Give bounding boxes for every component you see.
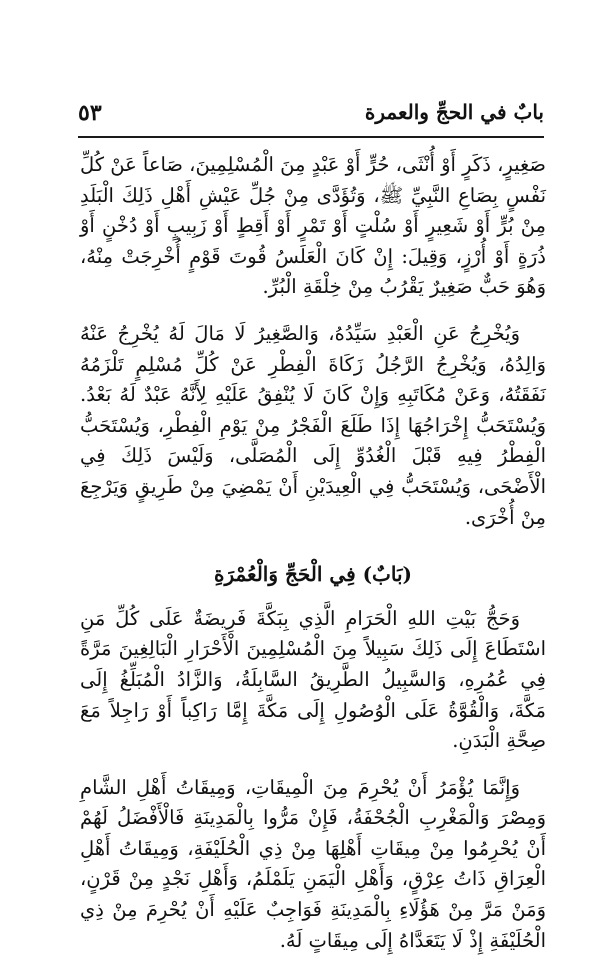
page-number: ٥٣ <box>78 100 102 126</box>
page-body <box>80 150 546 956</box>
paragraph: وَيُخْرِجُ عَنِ الْعَبْدِ سَيِّدُهُ، وَالصَّغِيرُ لَا مَالَ لَهُ يُخْرِجُ عَنْهُ وَالِدُهُ، وَيُخْرِجُ الرَّجُلُ زَكَاةَ الْفِطْرِ عَنْ كُلِّ مُسْلِمٍ تَلْزَمُهُ نَفَقَتُهُ، وَعَنْ مُكَاتَبِهِ وَإِنْ كَانَ لَا يُنْفِقُ عَلَيْهِ لِأَنَّهُ عَبْدٌ لَهُ بَعْدُ. وَيُسْتَحَبُّ إِخْرَاجُهَا إِذَا طَلَعَ الْفَجْرُ مِنْ يَوْمِ الْفِطْرِ، وَيُسْتَحَبُّ الْفِطْرُ فِيهِ قَبْلَ الْغُدُوِّ إِلَى الْمُصَلَّى، وَلَيْسَ ذَلِكَ فِي الْأَضْحَى، وَيُسْتَحَبُّ فِي الْعِيدَيْنِ أَنْ يَمْضِيَ مِنْ طَرِيقٍ وَيَرْجِعَ مِنْ أُخْرَى. <box>80 321 546 529</box>
section-heading: (بَابٌ) فِي الْحَجِّ وَالْعُمْرَةِ <box>213 562 413 587</box>
running-header <box>78 96 544 138</box>
paragraph-continued: صَغِيرٍ، ذَكَرٍ أَوْ أُنْثَى، حُرٍّ أَوْ عَبْدٍ مِنَ الْمُسْلِمِينَ، صَاعاً عَنْ كُلِّ نَفْسٍ بِصَاعِ النَّبِيِّ ﷺ، وَتُؤَدَّى مِنْ جُلِّ عَيْشِ أَهْلِ ذَلِكَ الْبَلَدِ مِنْ بُرٍّ أَوْ شَعِيرٍ أَوْ سُلْتٍ أَوْ تَمْرٍ أَوْ أَقِطٍ أَوْ زَبِيبٍ أَوْ دُخْنٍ أَوْ ذُرَةٍ أَوْ أُرْزٍ، وَقِيلَ: إِنْ كَانَ الْعَلَسُ قُوتَ قَوْمٍ أُخْرِجَتْ مِنْهُ، وَهُوَ حَبٌّ صَغِيرٌ يَقْرُبُ مِنْ خِلْقَةِ الْبُرِّ. <box>79 153 546 299</box>
paragraph: وَحَجُّ بَيْتِ اللهِ الْحَرَامِ الَّذِي بِبَكَّةَ فَرِيضَةٌ عَلَى كُلِّ مَنِ اسْتَطَاعَ إِلَى ذَلِكَ سَبِيلاً مِنَ الْمُسْلِمِينَ الْأَحْرَارِ الْبَالِغِينَ مَرَّةً فِي عُمُرِهِ، وَالسَّبِيلُ الطَّرِيقُ السَّابِلَةُ، وَالزَّادُ الْمُبَلِّغُ إِلَى مَكَّةَ، وَالْقُوَّةُ عَلَى الْوُصُولِ إِلَى مَكَّةَ إِمَّا رَاكِباً أَوْ رَاجِلاً مَعَ صِحَّةِ الْبَدَنِ. <box>80 606 546 753</box>
chapter-title: بابٌ في الحجِّ والعمرة <box>364 100 544 124</box>
paragraph: وَإِنَّمَا يُؤْمَرُ أَنْ يُحْرِمَ مِنَ الْمِيقَاتِ، وَمِيقَاتُ أَهْلِ الشَّامِ وَمِصْرَ وَالْمَغْرِبِ الْجُحْفَةُ، فَإِنْ مَرُّوا بِالْمَدِينَةِ فَالْأَفْضَلُ لَهُمْ أَنْ يُحْرِمُوا مِنْ مِيقَاتِ أَهْلِهَا مِنْ ذِي الْحُلَيْفَةِ، وَمِيقَاتُ أَهْلِ الْعِرَاقِ ذَاتُ عِرْقٍ، وَأَهْلِ الْيَمَنِ يَلَمْلَمُ، وَأَهْلِ نَجْدٍ مِنْ قَرْنٍ، وَمَنْ مَرَّ مِنْ هَؤُلَاءِ بِالْمَدِينَةِ فَوَاجِبٌ عَلَيْهِ أَنْ يُحْرِمَ مِنْ ذِي الْحُلَيْفَةِ إِذْ لَا يَتَعَدَّاهُ إِلَى مِيقَاتٍ لَهُ. <box>80 775 546 952</box>
